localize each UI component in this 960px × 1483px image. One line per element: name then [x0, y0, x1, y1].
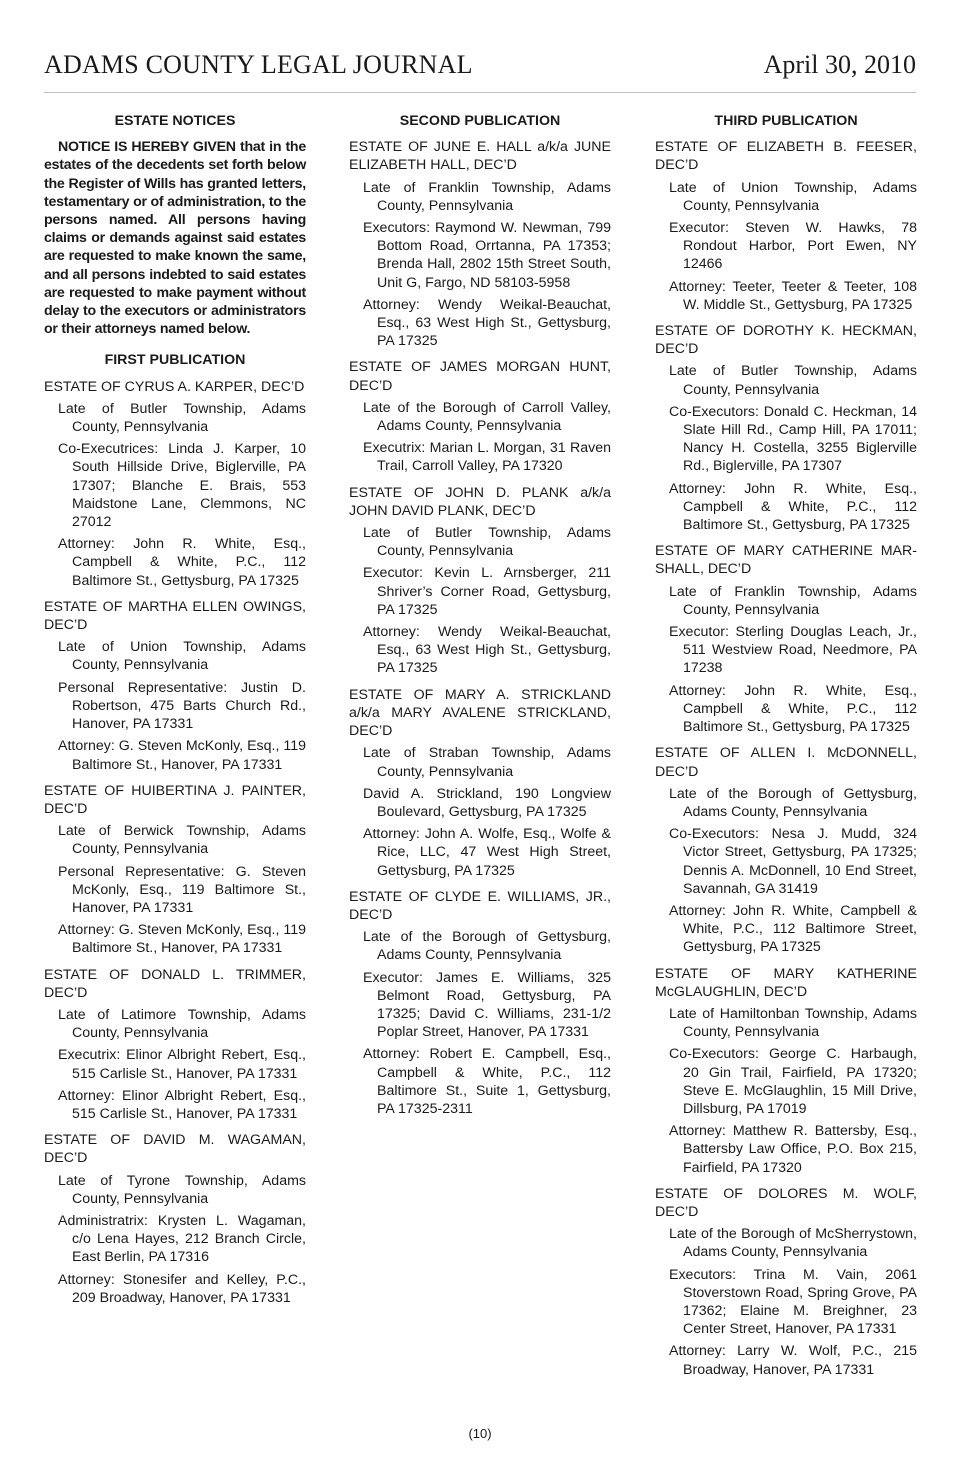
- estate-detail: Late of Union Township, Adams County, Pennsylvania: [58, 639, 306, 674]
- estate-detail: Attorney: John R. White, Campbell & White, P.C., 112 Baltimore Street, Gettysburg, PA 17325: [669, 902, 917, 956]
- estate-name: ESTATE OF JOHN D. PLANK a/k/a JOHN DAVID PLANK, DEC’D: [349, 484, 611, 519]
- estate-name: ESTATE OF JUNE E. HALL a/k/a JUNE ELIZABETH HALL, DEC’D: [349, 139, 611, 174]
- column-first-publication: [44, 112, 306, 1315]
- estate-entry: [349, 686, 611, 880]
- column-second-publication: [349, 112, 611, 1126]
- estate-name: ESTATE OF CYRUS A. KARPER, DEC’D: [44, 378, 305, 395]
- estate-entry: [655, 1185, 917, 1379]
- estate-detail: Executrix: Marian L. Morgan, 31 Raven Trail, Carroll Valley, PA 17320: [363, 440, 611, 475]
- estate-entry: [349, 138, 611, 350]
- estate-entry: [349, 484, 611, 678]
- estate-detail: Attorney: G. Steven McKonly, Esq., 119 Baltimore St., Hanover, PA 17331: [58, 738, 306, 773]
- estate-detail: Executor: James E. Williams, 325 Belmont Road, Gettysburg, PA 17325; David C. Williams, 231-1/2 Poplar Street, Hanover, PA 17331: [363, 969, 611, 1041]
- estate-detail: Attorney: John R. White, Esq., Campbell & White, P.C., 112 Baltimore St., Gettysburg, PA 17325: [58, 536, 306, 589]
- column-third-publication: [655, 112, 917, 1387]
- estate-detail: Late of Butler Township, Adams County, Pennsylvania: [58, 400, 306, 436]
- estate-detail: Attorney: Elinor Albright Rebert, Esq., 515 Carlisle St., Hanover, PA 17331: [58, 1087, 306, 1122]
- estate-entry: [655, 322, 917, 534]
- estate-detail: Late of Berwick Township, Adams County, Pennsylvania: [58, 823, 306, 858]
- estate-name: ESTATE OF MARY KATHERINE McGLAUGHLIN, DEC’D: [655, 965, 917, 1000]
- estate-detail: Attorney: G. Steven McKonly, Esq., 119 Baltimore St., Hanover, PA 17331: [58, 922, 306, 957]
- issue-date: April 30, 2010: [763, 50, 916, 79]
- section-title: SECOND PUBLICATION: [399, 113, 561, 129]
- estate-detail: Administratrix: Krysten L. Wagaman, c/o Lena Hayes, 212 Branch Circle, East Berlin, PA 17316: [58, 1212, 306, 1266]
- estate-detail: Executor: Sterling Douglas Leach, Jr., 511 Westview Road, Needmore, PA 17238: [669, 624, 917, 677]
- estate-detail: Attorney: Wendy Weikal-Beauchat, Esq., 63 West High St., Gettysburg, PA 17325: [363, 296, 611, 350]
- estate-name: ESTATE OF DOLORES M. WOLF, DEC’D: [655, 1185, 917, 1220]
- estate-name: ESTATE OF DAVID M. WAGAMAN, DEC’D: [44, 1132, 306, 1167]
- estate-name: ESTATE OF MARY A. STRICKLAND a/k/a MARY AVALENE STRICKLAND, DEC’D: [349, 686, 611, 740]
- estate-name: ESTATE OF JAMES MORGAN HUNT, DEC’D: [349, 359, 611, 394]
- estate-detail: Attorney: Matthew R. Battersby, Esq., Battersby Law Office, P.O. Box 215, Fairfield, PA 17320: [669, 1123, 917, 1176]
- estate-entry: [44, 598, 306, 774]
- estate-detail: Late of Tyrone Township, Adams County, Pennsylvania: [58, 1172, 306, 1207]
- estate-entry: [349, 888, 611, 1118]
- estate-detail: Late of Franklin Township, Adams County, Pennsylvania: [363, 179, 611, 214]
- estate-entry: [44, 966, 306, 1124]
- estate-name: ESTATE OF CLYDE E. WILLIAMS, JR., DEC’D: [349, 888, 611, 923]
- estate-notices-heading: ESTATE NOTICES: [114, 113, 236, 129]
- estate-entry: [44, 378, 306, 590]
- estate-detail: Attorney: Robert E. Campbell, Esq., Campbell & White, P.C., 112 Baltimore St., Suite 1, Gettysburg, PA 17325-2311: [363, 1046, 611, 1117]
- page-header: [44, 50, 916, 93]
- estate-name: ESTATE OF MARY CATHERINE MARSHALL, DEC’D: [655, 543, 917, 578]
- estate-entry: [44, 782, 306, 958]
- estate-detail: Late of Butler Township, Adams County, Pennsylvania: [669, 363, 917, 398]
- estate-entry: [655, 744, 917, 956]
- estate-detail: Attorney: Larry W. Wolf, P.C., 215 Broadway, Hanover, PA 17331: [669, 1343, 917, 1378]
- estate-detail: Executors: Raymond W. Newman, 799 Bottom Road, Orrtanna, PA 17353; Brenda Hall, 2802 15th Street South, Unit G, Fargo, ND 58103-5958: [363, 220, 611, 291]
- estate-list: [44, 378, 306, 1307]
- estate-detail: Personal Representative: Justin D. Robertson, 475 Barts Church Rd., Hanover, PA 17331: [58, 679, 306, 733]
- estate-detail: Late of Hamiltonban Township, Adams County, Pennsylvania: [669, 1005, 917, 1041]
- estate-name: ESTATE OF DOROTHY K. HECKMAN, DEC’D: [655, 323, 917, 358]
- estate-detail: Executors: Trina M. Vain, 2061 Stoverstown Road, Spring Grove, PA 17362; Elaine M. Breighner, 23 Center Street, Hanover, PA 17331: [669, 1266, 917, 1338]
- section-title: FIRST PUBLICATION: [104, 352, 246, 369]
- estate-detail: Executor: Steven W. Hawks, 78 Rondout Harbor, Port Ewen, NY 12466: [669, 220, 917, 273]
- estate-entry: [655, 542, 917, 736]
- estate-detail: David A. Strickland, 190 Longview Boulevard, Gettysburg, PA 17325: [363, 785, 611, 820]
- estate-detail: Co-Executors: Donald C. Heckman, 14 Slate Hill Rd., Camp Hill, PA 17011; Nancy H. Costella, 3255 Biglerville Rd., Biglerville, PA 17307: [669, 403, 917, 475]
- estate-detail: Executrix: Elinor Albright Rebert, Esq., 515 Carlisle St., Hanover, PA 17331: [58, 1047, 306, 1082]
- estate-detail: Co-Executors: George C. Harbaugh, 20 Gin Trail, Fairfield, PA 17320; Steve E. McGlaughlin, 15 Mill Drive, Dillsburg, PA 17019: [669, 1046, 917, 1117]
- estate-name: ESTATE OF DONALD L. TRIMMER, DEC’D: [44, 966, 306, 1001]
- estate-detail: Attorney: Wendy Weikal-Beauchat, Esq., 63 West High St., Gettysburg, PA 17325: [363, 624, 611, 677]
- estate-name: ESTATE OF ELIZABETH B. FEESER, DEC’D: [655, 139, 917, 174]
- estate-detail: Personal Representative: G. Steven McKonly, Esq., 119 Baltimore St., Hanover, PA 17331: [58, 863, 306, 916]
- estate-detail: Late of the Borough of Gettysburg, Adams County, Pennsylvania: [669, 785, 917, 820]
- estate-detail: Attorney: Teeter, Teeter & Teeter, 108 W. Middle St., Gettysburg, PA 17325: [669, 278, 917, 313]
- estate-detail: Attorney: John R. White, Esq., Campbell & White, P.C., 112 Baltimore St., Gettysburg, PA 17325: [669, 682, 917, 736]
- estate-detail: Co-Executrices: Linda J. Karper, 10 South Hillside Drive, Biglerville, PA 17307; Blanche E. Brais, 553 Maidstone Lane, Clemmons, NC 27012: [58, 441, 306, 531]
- estate-detail: Late of the Borough of McSherrystown, Adams County, Pennsylvania: [669, 1226, 917, 1261]
- estate-detail: Late of Latimore Township, Adams County, Pennsylvania: [58, 1006, 306, 1042]
- estate-detail: Late of Butler Township, Adams County, Pennsylvania: [363, 525, 611, 560]
- estate-detail: Executor: Kevin L. Arnsberger, 211 Shriver’s Corner Road, Gettysburg, PA 17325: [363, 565, 611, 618]
- estate-detail: Attorney: Stonesifer and Kelley, P.C., 209 Broadway, Hanover, PA 17331: [58, 1271, 306, 1306]
- estate-name: ESTATE OF MARTHA ELLEN OWINGS, DEC’D: [44, 598, 306, 634]
- estate-detail: Late of Straban Township, Adams County, Pennsylvania: [363, 745, 611, 780]
- estate-list: [655, 138, 917, 1379]
- estate-entry: [655, 138, 917, 314]
- estate-name: ESTATE OF HUIBERTINA J. PAINTER, DEC’D: [44, 782, 306, 817]
- section-title: THIRD PUBLICATION: [714, 113, 858, 129]
- estate-detail: Late of Union Township, Adams County, Pennsylvania: [669, 179, 917, 214]
- estate-detail: Late of the Borough of Gettysburg, Adams County, Pennsylvania: [363, 929, 611, 964]
- page-number: (10): [468, 1426, 492, 1441]
- estate-detail: Late of the Borough of Carroll Valley, Adams County, Pennsylvania: [363, 399, 611, 435]
- estate-name: ESTATE OF ALLEN I. McDONNELL, DEC’D: [655, 745, 917, 780]
- notice-intro: NOTICE IS HEREBY GIVEN that in the estates of the decedents set forth below the Register of Wills has granted letters, testamentary or of administration, to the persons named. All persons having claims or demands against said estates are requested to make known the same, and all persons indebted to said estates are requested to make payment without delay to the executors or administrators or their attorneys named below.: [44, 139, 306, 338]
- estate-entry: [655, 965, 917, 1177]
- estate-detail: Attorney: John A. Wolfe, Esq., Wolfe & Rice, LLC, 47 West High Street, Gettysburg, PA 17325: [363, 826, 611, 879]
- journal-title: ADAMS COUNTY LEGAL JOURNAL: [44, 50, 473, 79]
- estate-detail: Attorney: John R. White, Esq., Campbell & White, P.C., 112 Baltimore St., Gettysburg, PA 17325: [669, 480, 917, 534]
- estate-detail: Late of Franklin Township, Adams County, Pennsylvania: [669, 583, 917, 618]
- estate-list: [349, 138, 611, 1118]
- estate-entry: [44, 1131, 306, 1307]
- estate-detail: Co-Executors: Nesa J. Mudd, 324 Victor Street, Gettysburg, PA 17325; Dennis A. McDonnell, 10 End Street, Savannah, GA 31419: [669, 826, 917, 897]
- estate-entry: [349, 358, 611, 475]
